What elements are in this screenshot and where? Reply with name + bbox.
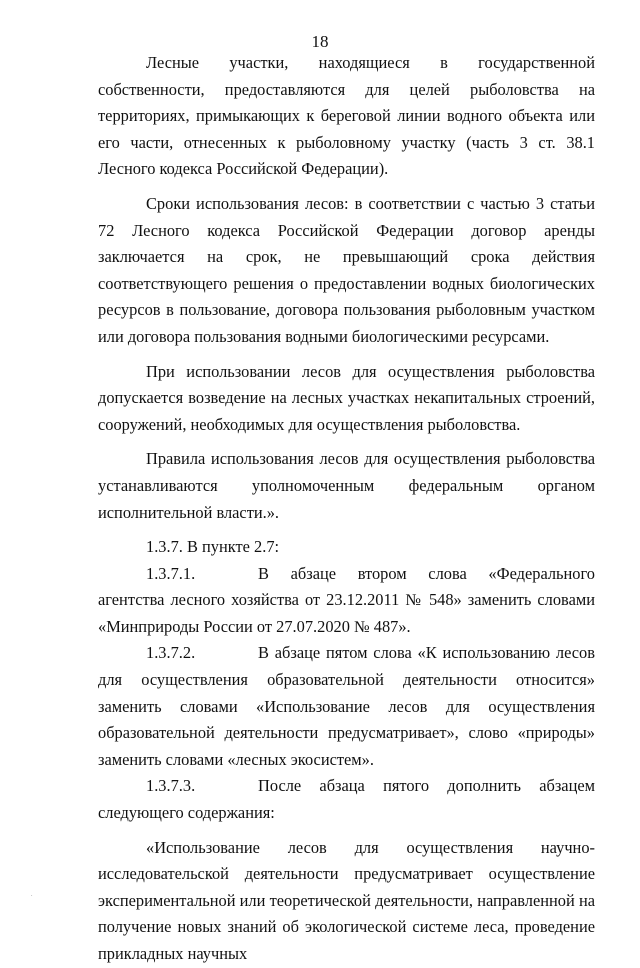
- subitem-number: 1.3.7.2.: [146, 643, 196, 663]
- paragraph-forest-plots: Лесные участки, находящиеся в государственной собственности, предоставляются для целей рыболовства на территориях, примыкающих к береговой линии водного объекта или его части, отнесенных к рыболовному участку (часть 3 ст. 38.1 Лесного кодекса Российской Федерации).: [98, 53, 595, 179]
- corner-mark: .: [31, 892, 33, 898]
- document-body: [98, 50, 595, 968]
- paragraph-research-activity: «Использование лесов для осуществления научно-исследовательской деятельности предусматривает осуществление экспериментальной или теоретической деятельности, направленной на получение новых знаний об экологической системе леса, проведение прикладных научных: [98, 837, 595, 963]
- paragraph-construction: При использовании лесов для осуществления рыболовства допускается возведение на лесных участках некапитальных строений, сооружений, необходимых для осуществления рыболовства.: [98, 361, 595, 434]
- subitem-text: После абзаца пятого дополнить абзацем следующего содержания:: [98, 776, 595, 823]
- subitem-number: 1.3.7.3.: [146, 776, 196, 796]
- subitem-1-3-7-3: [98, 773, 595, 826]
- subitem-1-3-7-2: [98, 640, 595, 773]
- subitem-text: В абзаце пятом слова «К использованию лесов для осуществления образовательной деятельности относится» заменить словами «Использование лесов для осуществления образовательной деятельности предусматривает», слово «природы» заменить словами «лесных экосистем».: [98, 643, 595, 769]
- paragraph-usage-terms: Сроки использования лесов: в соответствии с частью 3 статьи 72 Лесного кодекса Российской Федерации договор аренды заключается на срок, не превышающий срока действия соответствующего решения о предоставлении водных биологических ресурсов в пользование, договора пользования рыболовным участком или договора пользования водными биологическими ресурсами.: [98, 193, 595, 346]
- subitem-number: 1.3.7.1.: [146, 563, 196, 583]
- paragraph-rules: Правила использования лесов для осуществления рыболовства устанавливаются уполномоченным федеральным органом исполнительной власти.».: [98, 449, 595, 522]
- page-number: 18: [311, 32, 329, 51]
- subitem-text: В абзаце втором слова «Федерального агентства лесного хозяйства от 23.12.2011 № 548» заменить словами «Минприроды России от 27.07.2020 № 487».: [98, 563, 595, 636]
- subitem-1-3-7-1: [98, 561, 595, 641]
- paragraph-section-heading: 1.3.7. В пункте 2.7:: [146, 537, 280, 557]
